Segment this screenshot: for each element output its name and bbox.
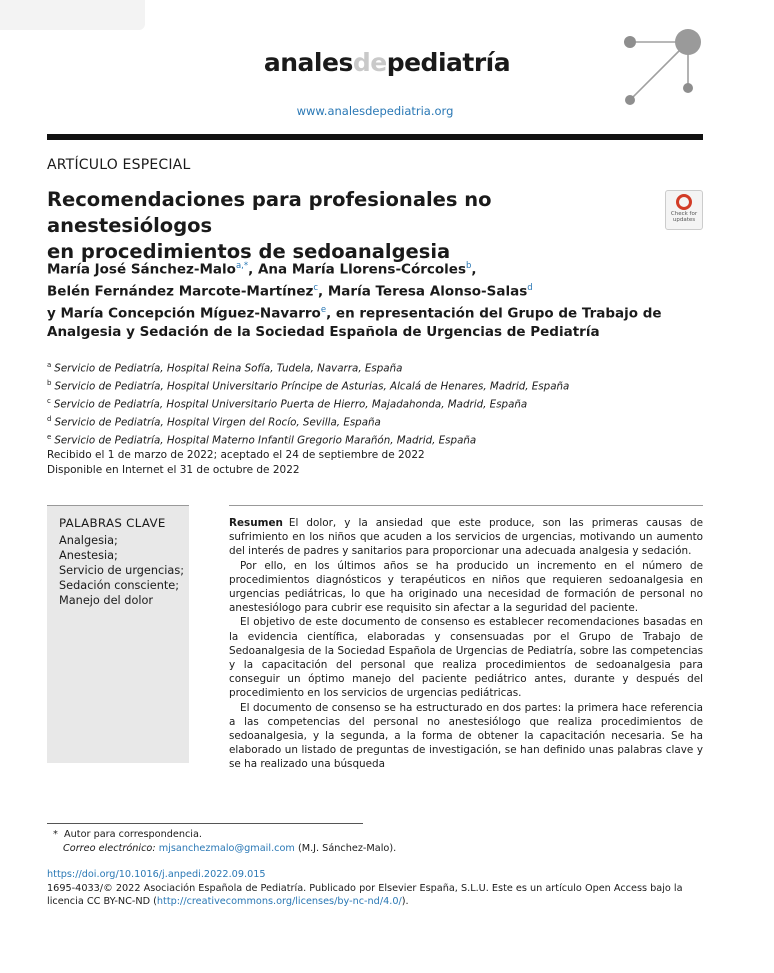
abstract (229, 516, 703, 772)
header-rule (47, 134, 703, 140)
abstract-paragraph: Por ello, en los últimos años se ha producido un incremento en el número de procedimientos diagnósticos y terapéuticos en niños que requieren sedoanalgesia en urgencias pediátricas, lo que ha originado una necesidad de formación de personal no anestesiólogo para cubrir ese requisito sin afectar a la seguridad del paciente. (229, 559, 703, 615)
check-updates-icon (676, 194, 692, 210)
license-link[interactable]: http://creativecommons.org/licenses/by-nc-nd/4.0/ (156, 896, 402, 907)
affiliation-item: $^e$ Servicio de Pediatría, Hospital Materno Infantil Gregorio Marañón, Madrid, España (47, 432, 477, 447)
affiliation-item: $^d$ Servicio de Pediatría, Hospital Virgen del Rocío, Sevilla, España (47, 414, 381, 429)
publication-dates (47, 448, 425, 478)
journal-network-logo (618, 26, 708, 106)
affiliation-item: $^b$ Servicio de Pediatría, Hospital Universitario Príncipe de Asturias, Alcalá de Henares, Madrid, España (47, 378, 570, 393)
affiliation-item: $^a$ Servicio de Pediatría, Hospital Reina Sofía, Tudela, Navarra, España (47, 361, 403, 375)
author-affiliation-link[interactable]: c (313, 283, 319, 293)
journal-name[interactable]: analesdepediatría (263, 48, 511, 77)
keyword-item: Sedación consciente; (59, 579, 180, 592)
email-link[interactable]: mjsanchezmalo@gmail.com (158, 842, 295, 854)
author-affiliation-link[interactable]: d (527, 283, 533, 293)
check-for-updates-badge[interactable]: Check for updates (665, 190, 703, 230)
author-affiliation-link[interactable]: e (320, 305, 327, 315)
keyword-item: Analgesia; (59, 534, 118, 547)
abstract-paragraph: El documento de consenso se ha estructurado en dos partes: la primera hace referencia a las competencias del personal no anestesiólogo que realiza procedimientos de sedoanalgesia, y la segunda, a la forma de obtener la capacitación necesaria. Se ha elaborado un listado de preguntas de investigación, se han definido unas palabras clave y se ha realizado una búsqueda (229, 701, 703, 771)
corresponding-author-note: * Autor para correspondencia. Correo electrónico: mjsanchezmalo@gmail.com (M.J. Sánchez-Malo). (53, 829, 397, 854)
abstract-label: Resumen (229, 517, 283, 529)
footnote-rule (47, 823, 363, 824)
affiliation-item: $^c$ Servicio de Pediatría, Hospital Universitario Puerta de Hierro, Majadahonda, Madrid, España (47, 396, 528, 411)
corner-shade (0, 0, 145, 30)
keywords-box (47, 505, 189, 763)
received-date: Recibido el 1 de marzo de 2022; aceptado el 24 de septiembre de 2022 (47, 449, 425, 461)
keywords-heading: PALABRAS CLAVE (59, 516, 166, 530)
affiliations (47, 358, 569, 448)
keyword-item: Manejo del dolor (59, 594, 154, 607)
license-text: 1695-4033/© 2022 Asociación Española de Pediatría. Publicado por Elsevier España, S.L.U. Este es un artículo Open Access bajo la licencia CC BY-NC-ND (http://creativecommons.org/licenses/by-nc-nd/4.0/). (47, 882, 683, 907)
article-info-footer (47, 868, 707, 909)
keyword-item: Anestesia; (59, 549, 118, 562)
article-title: Recomendaciones para profesionales no anestesiólogos en procedimientos de sedoanalgesia (47, 188, 492, 263)
abstract-paragraph: Resumen El dolor, y la ansiedad que este produce, son las primeras causas de sufrimiento en los niños que acuden a los servicios de urgencias, motivando un aumento del interés de padres y sanitarios para proporcionar una adecuada analgesia y sedación. (229, 517, 703, 558)
article-type: ARTÍCULO ESPECIAL (47, 157, 191, 173)
author-affiliation-link[interactable]: a,* (235, 261, 249, 271)
author-affiliation-link[interactable]: b (465, 261, 472, 271)
keyword-item: Servicio de urgencias; (59, 564, 185, 577)
author-list: María José Sánchez-Malo$^{a,*}$, Ana María Llorens-Córcoles$^b$, Belén Fernández Marcote-Martínez$^c$, María Teresa Alonso-Salas$^d$ y María Concepción Míguez-Navarro$^e$, en representación del Grupo de Trabajo de Analgesia y Sedación de la Sociedad Española de Urgencias de Pediatría (47, 261, 662, 340)
abstract-paragraph: El objetivo de este documento de consenso es establecer recomendaciones basadas en la evidencia científica, elaboradas y consensuadas por el Grupo de Trabajo de Sedoanalgesia de la Sociedad Española de Urgencias de Pediatría, sobre las competencias y la capacitación del personal que realiza procedimientos de sedoanalgesia para conseguir un óptimo manejo del paciente pediátrico antes, durante y después del procedimiento en los servicios de urgencias pediátricas. (229, 616, 703, 700)
doi-link[interactable]: https://doi.org/10.1016/j.anpedi.2022.09.015 (47, 869, 266, 880)
journal-url-link[interactable]: www.analesdepediatria.org (296, 104, 454, 118)
abstract-rule (229, 505, 703, 506)
online-date: Disponible en Internet el 31 de octubre de 2022 (47, 464, 300, 476)
